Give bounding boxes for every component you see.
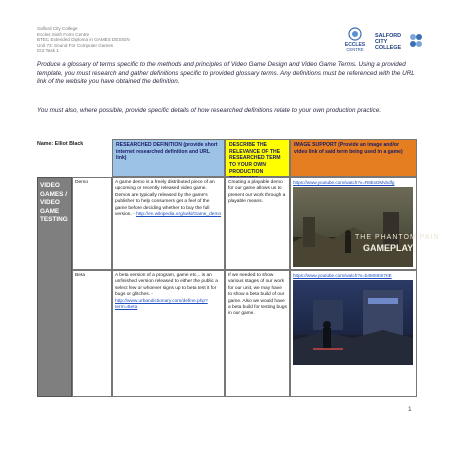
category-sidebar (37, 177, 72, 397)
svg-text:GAMEPLAY: GAMEPLAY (363, 243, 414, 253)
header-line: Eccles Sixth Form Centre (37, 31, 90, 37)
term-label: Beta (75, 273, 86, 278)
relevance-text: If we needed to show various stages of our work for our unit, we may have to show a beta build of our game. Also we would have a beta build for testing bugs in our game. (228, 273, 287, 317)
header-text (37, 26, 130, 54)
term-cell (72, 270, 112, 397)
gameplay-thumbnail[interactable] (293, 187, 440, 267)
definition-text: A game demo is a freely distributed piece of an upcoming or recently released video game. Demos are typically released by the game's publisher to help consumers get a feel of the game before deciding whether to buy the full version. - (115, 180, 215, 218)
glossary-table (37, 177, 440, 397)
video-link[interactable]: https://www.youtube.com/watch?v=b4MS83r7IIE (293, 273, 392, 278)
header-line: BTEC Extended Diploma in GAMES DESIGN (37, 37, 130, 43)
relevance-text: Creating a playable demo for our game allows us to present our work through a playable means. (228, 180, 286, 205)
header-line: Unit 73: Sound For Computer Games (37, 42, 114, 48)
eccles-logo (338, 26, 372, 52)
student-name: Name: Elliot Black (37, 141, 84, 147)
definition-text: A beta version of a program, game etc... is an unfinished version released to either the public a select few or whoever signs up to beta test it for bugs or glitches. - (115, 273, 218, 298)
video-link[interactable]: https://www.youtube.com/watch?v=R8ExDMvbdfg (293, 180, 395, 185)
term-label: Demo (75, 180, 89, 185)
definition-cell (112, 177, 225, 270)
category-label: VIDEO GAMES / VIDEO GAME TESTING (40, 182, 68, 224)
definition-link[interactable]: http://www.urbandictionary.com/define.php?term=Beta (115, 298, 208, 311)
task-intro-2: You must also, where possible, provide specific details of how researched definitions relate to your own production practice. (37, 107, 382, 114)
column-header-image: IMAGE SUPPORT (Provide an image and/or video link of said term being used in a game) (290, 139, 417, 177)
relevance-cell (225, 177, 290, 270)
svg-text:THE PHANTOM PAIN: THE PHANTOM PAIN (355, 234, 440, 241)
definition-link[interactable]: http://en.wikipedia.org/wiki/Game_demo (136, 212, 222, 218)
svg-text:CITY: CITY (375, 39, 388, 45)
image-cell (290, 270, 417, 397)
definition-cell (112, 270, 225, 397)
column-header-definition: RESEARCHED DEFINITION (provide short internet researched definition and URL link) (112, 139, 225, 177)
header-line: Salford City College (37, 26, 78, 31)
svg-text:ECCLES: ECCLES (344, 42, 366, 48)
salford-college-logo (373, 28, 423, 52)
beta-gameplay-thumbnail[interactable] (293, 280, 413, 365)
relevance-cell (225, 270, 290, 397)
column-header-relevance: DESCRIBE THE RELEVANCE OF THE RESEARCHED TERM TO YOUR OWN PRODUCTION (225, 139, 290, 177)
image-cell (290, 177, 440, 270)
term-cell (72, 177, 112, 270)
svg-text:SALFORD: SALFORD (375, 33, 402, 39)
task-intro: Produce a glossary of terms specific to the methods and principles of Video Game Design and Video Game Terms. Using a provided template, you must research and gather definitions specific to provided glossary terms. Any definitions must be referenced with the URL link of the website you have obtained the definition. (37, 61, 415, 86)
page-number: 1 (408, 406, 412, 413)
svg-text:COLLEGE: COLLEGE (375, 45, 402, 51)
header-line: IG2 Task 1 (37, 48, 59, 54)
svg-text:CENTRE: CENTRE (346, 47, 364, 52)
